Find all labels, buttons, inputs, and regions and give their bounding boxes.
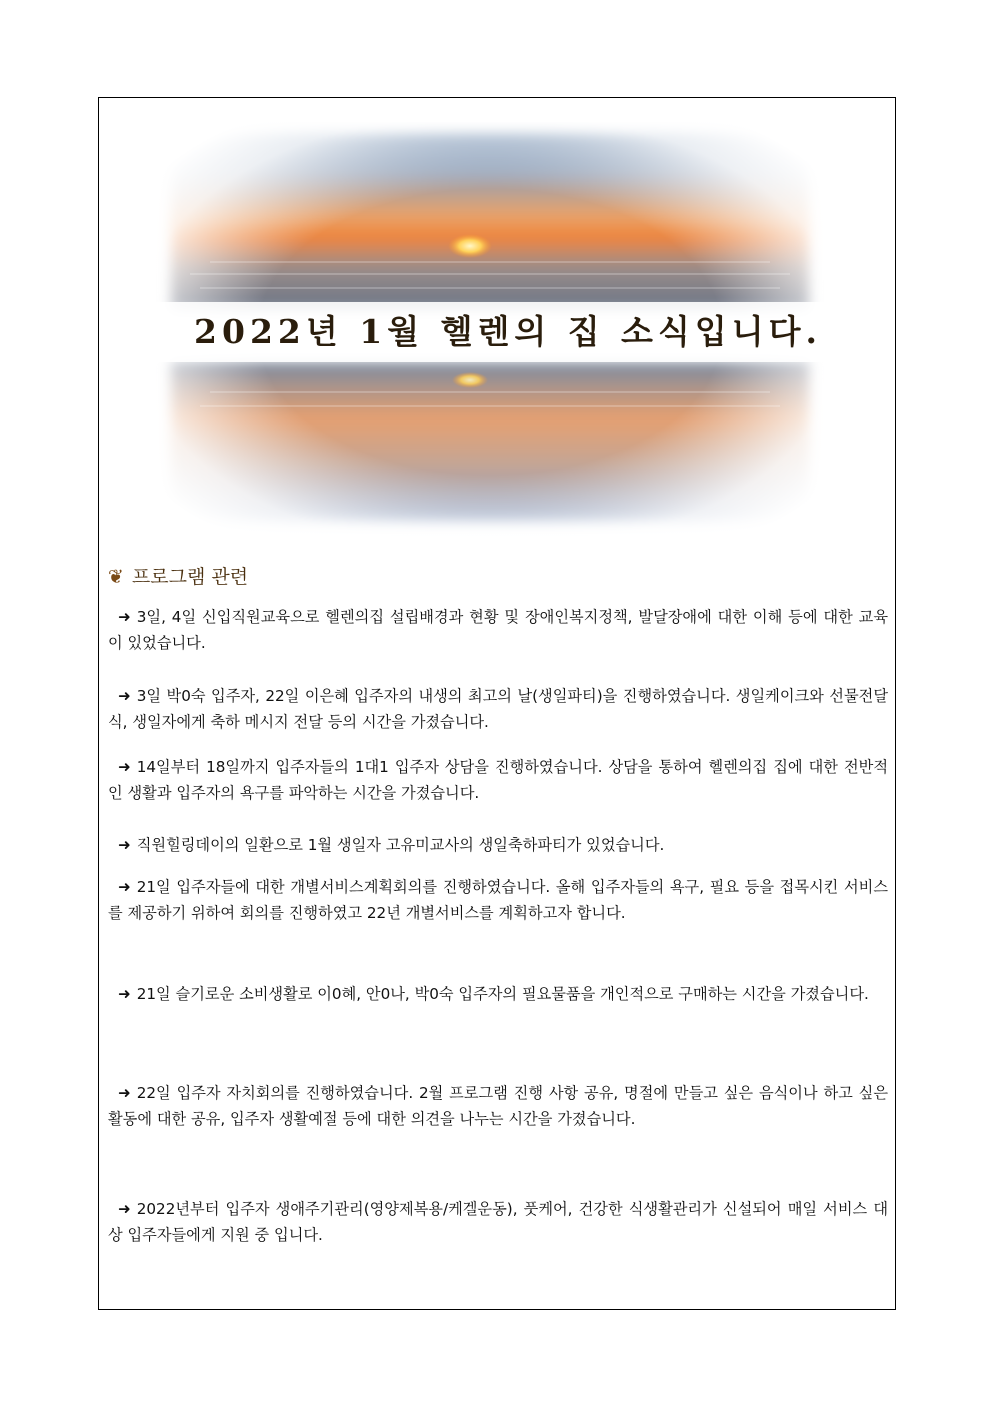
flower-bullet-icon: ❦ bbox=[108, 566, 124, 588]
arrow-icon: ➜ bbox=[118, 687, 131, 705]
news-item: ➜ 직원힐링데이의 일환으로 1월 생일자 고유미교사의 생일축하파티가 있었습니다. bbox=[118, 836, 665, 854]
arrow-icon: ➜ bbox=[118, 878, 131, 896]
arrow-icon: ➜ bbox=[118, 1200, 131, 1218]
arrow-icon: ➜ bbox=[118, 985, 131, 1003]
news-item: ➜ 21일 슬기로운 소비생활로 이0혜, 안0나, 박0숙 입주자의 필요물품을 개인적으로 구매하는 시간을 가졌습니다. bbox=[118, 985, 869, 1003]
arrow-icon: ➜ bbox=[118, 1084, 131, 1102]
news-item: ➜ 14일부터 18일까지 입주자들의 1대1 입주자 상담을 진행하였습니다. 상담을 통하여 헬렌의집 집에 대한 전반적인 생활과 입주자의 욕구를 파악하는 시간을 가졌습니다. bbox=[108, 758, 888, 802]
arrow-icon: ➜ bbox=[118, 608, 131, 626]
news-item: ➜ 3일 박0숙 입주자, 22일 이은혜 입주자의 내생의 최고의 날(생일파티)을 진행하였습니다. 생일케이크와 선물전달식, 생일자에게 축하 메시지 전달 등의 시간을 가졌습니다. bbox=[108, 687, 888, 731]
arrow-icon: ➜ bbox=[118, 758, 131, 776]
news-item: ➜ 3일, 4일 신입직원교육으로 헬렌의집 설립배경과 현황 및 장애인복지정책, 발달장애에 대한 이해 등에 대한 교육이 있었습니다. bbox=[108, 608, 888, 652]
section-title: 프로그램 관련 bbox=[131, 566, 249, 588]
news-item: ➜ 22일 입주자 자치회의를 진행하였습니다. 2월 프로그램 진행 사항 공유, 명절에 만들고 싶은 음식이나 하고 싶은 활동에 대한 공유, 입주자 생활예절 등에 대한 의견을 나누는 시간을 가졌습니다. bbox=[108, 1084, 888, 1128]
news-item: ➜ 21일 입주자들에 대한 개별서비스계획회의를 진행하였습니다. 올해 입주자들의 욕구, 필요 등을 접목시킨 서비스를 제공하기 위하여 회의를 진행하였고 22년 개별서비스를 계획하고자 합니다. bbox=[108, 878, 888, 922]
section-heading bbox=[108, 562, 248, 589]
news-item: ➜ 2022년부터 입주자 생애주기관리(영양제복용/케겔운동), 풋케어, 건강한 식생활관리가 신설되어 매일 서비스 대상 입주자들에게 지원 중 입니다. bbox=[108, 1200, 888, 1244]
arrow-icon: ➜ bbox=[118, 836, 131, 854]
newsletter-title: 2022년 1월 헬렌의 집 소식입니다. bbox=[194, 312, 822, 351]
